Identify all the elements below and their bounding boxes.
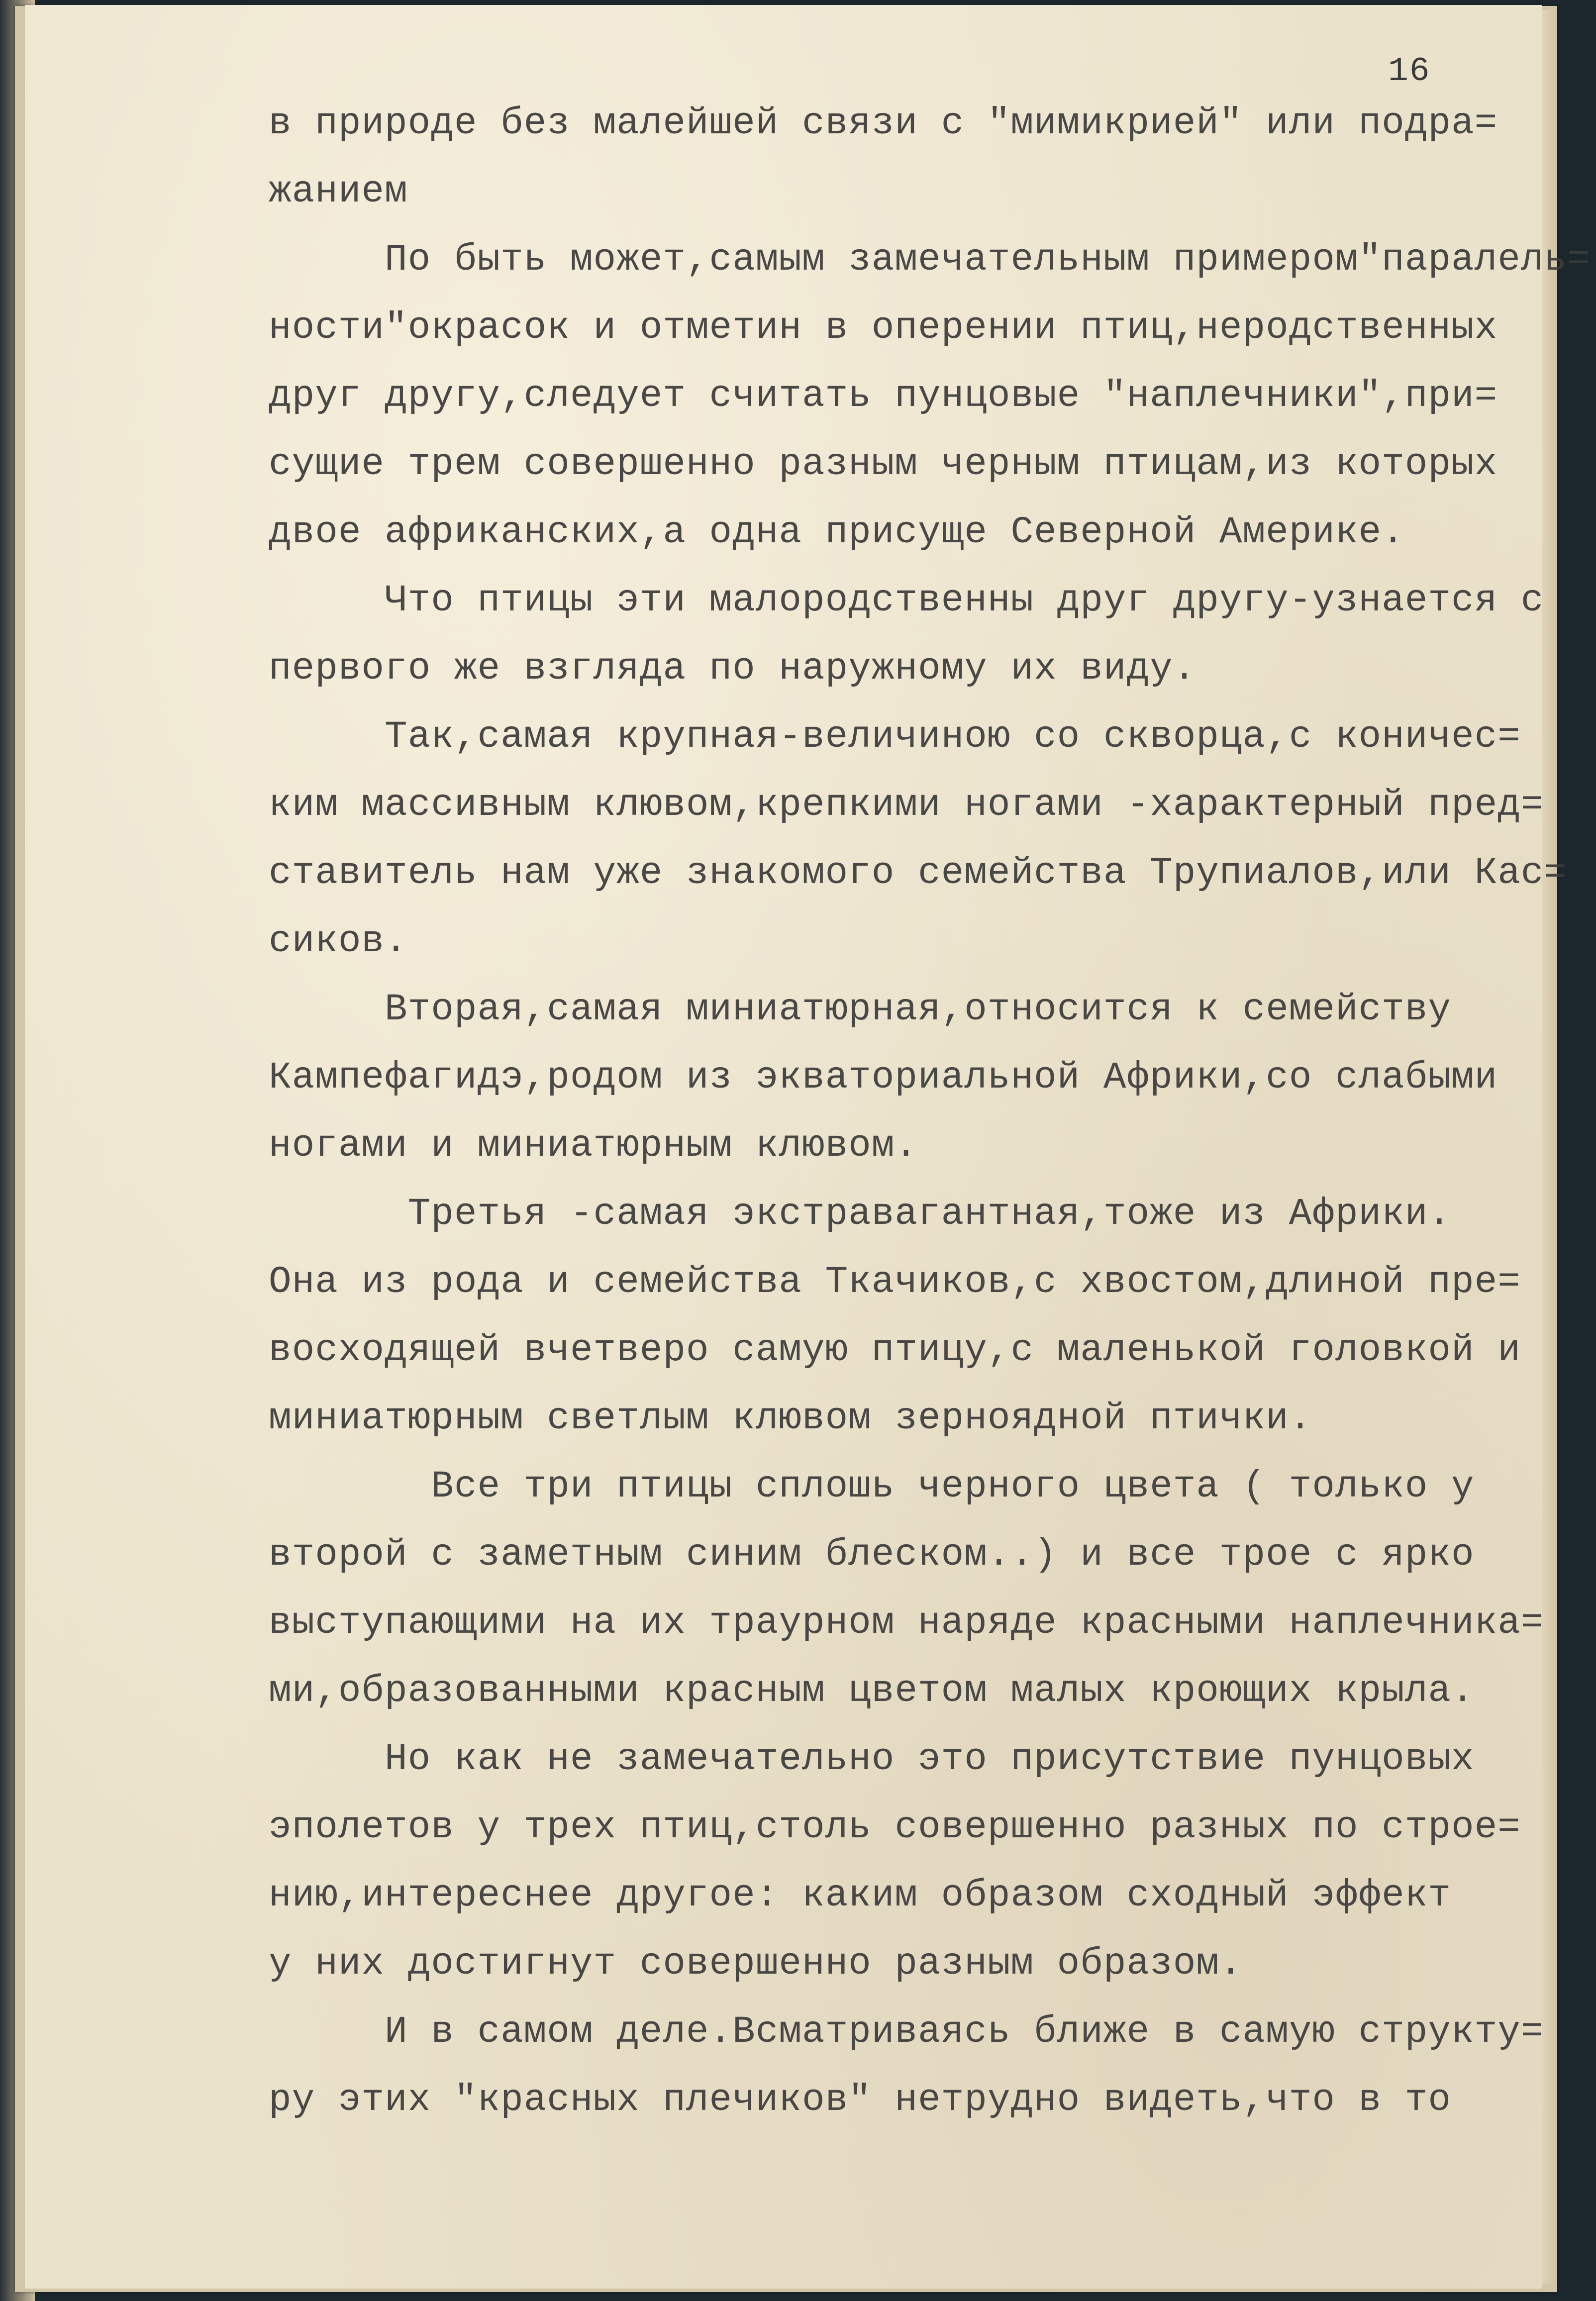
text-line: ности"окрасок и отметин в оперении птиц,неродственных <box>269 306 1498 349</box>
text-line: сущие трем совершенно разным черным птицам,из которых <box>269 443 1498 486</box>
text-line: И в самом деле.Всматриваясь ближе в самую структу= <box>269 2010 1544 2053</box>
text-line: Все три птицы сплошь черного цвета ( только у <box>269 1465 1475 1508</box>
text-line: Что птицы эти малородственны друг другу-узнается с <box>269 579 1544 622</box>
text-line: миниатюрным светлым клювом зерноядной птички. <box>269 1397 1312 1440</box>
text-line: у них достигнут совершенно разным образом. <box>269 1942 1243 1985</box>
text-line: Но как не замечательно это присутствие пунцовых <box>269 1738 1475 1781</box>
text-line: По быть может,самым замечательным примером"паралель= <box>269 238 1591 281</box>
text-line: двое африканских,а одна присуще Северной Америке. <box>269 511 1405 554</box>
text-line: ми,образованными красным цветом малых кроющих крыла. <box>269 1670 1475 1712</box>
text-line: Так,самая крупная-величиною со скворца,с коничес= <box>269 715 1521 758</box>
text-line: Кампефагидэ,родом из экваториальной Африки,со слабыми <box>269 1056 1498 1099</box>
text-line: нию,интереснее другое: каким образом сходный эффект <box>269 1874 1451 1917</box>
text-line: второй с заметным синим блеском..) и все трое с ярко <box>269 1533 1475 1576</box>
page-number: 16 <box>1388 52 1431 91</box>
text-line: Вторая,самая миниатюрная,относится к семейству <box>269 988 1451 1031</box>
text-line: ру этих "красных плечиков" нетрудно видеть,что в то <box>269 2079 1451 2121</box>
text-line: Она из рода и семейства Ткачиков,с хвостом,длиной пре= <box>269 1261 1521 1303</box>
text-line: выступающими на их траурном наряде красными наплечника= <box>269 1601 1544 1644</box>
text-line: в природе без малейшей связи с "мимикрией" или подра= <box>269 102 1498 145</box>
text-line: Третья -самая экстравагантная,тоже из Африки. <box>269 1193 1451 1235</box>
text-line: восходящей вчетверо самую птицу,с маленькой головкой и <box>269 1329 1521 1372</box>
text-line: друг другу,следует считать пунцовые "наплечники",при= <box>269 375 1498 417</box>
text-line: ставитель нам уже знакомого семейства Трупиалов,или Кас= <box>269 852 1568 895</box>
text-line: ногами и миниатюрным клювом. <box>269 1124 918 1167</box>
text-line: сиков. <box>269 920 408 963</box>
text-line: первого же взгляда по наружному их виду. <box>269 647 1197 690</box>
text-line: ким массивным клювом,крепкими ногами -характерный пред= <box>269 784 1544 826</box>
text-line: жанием <box>269 170 408 213</box>
text-line: эполетов у трех птиц,столь совершенно разных по строе= <box>269 1806 1521 1849</box>
